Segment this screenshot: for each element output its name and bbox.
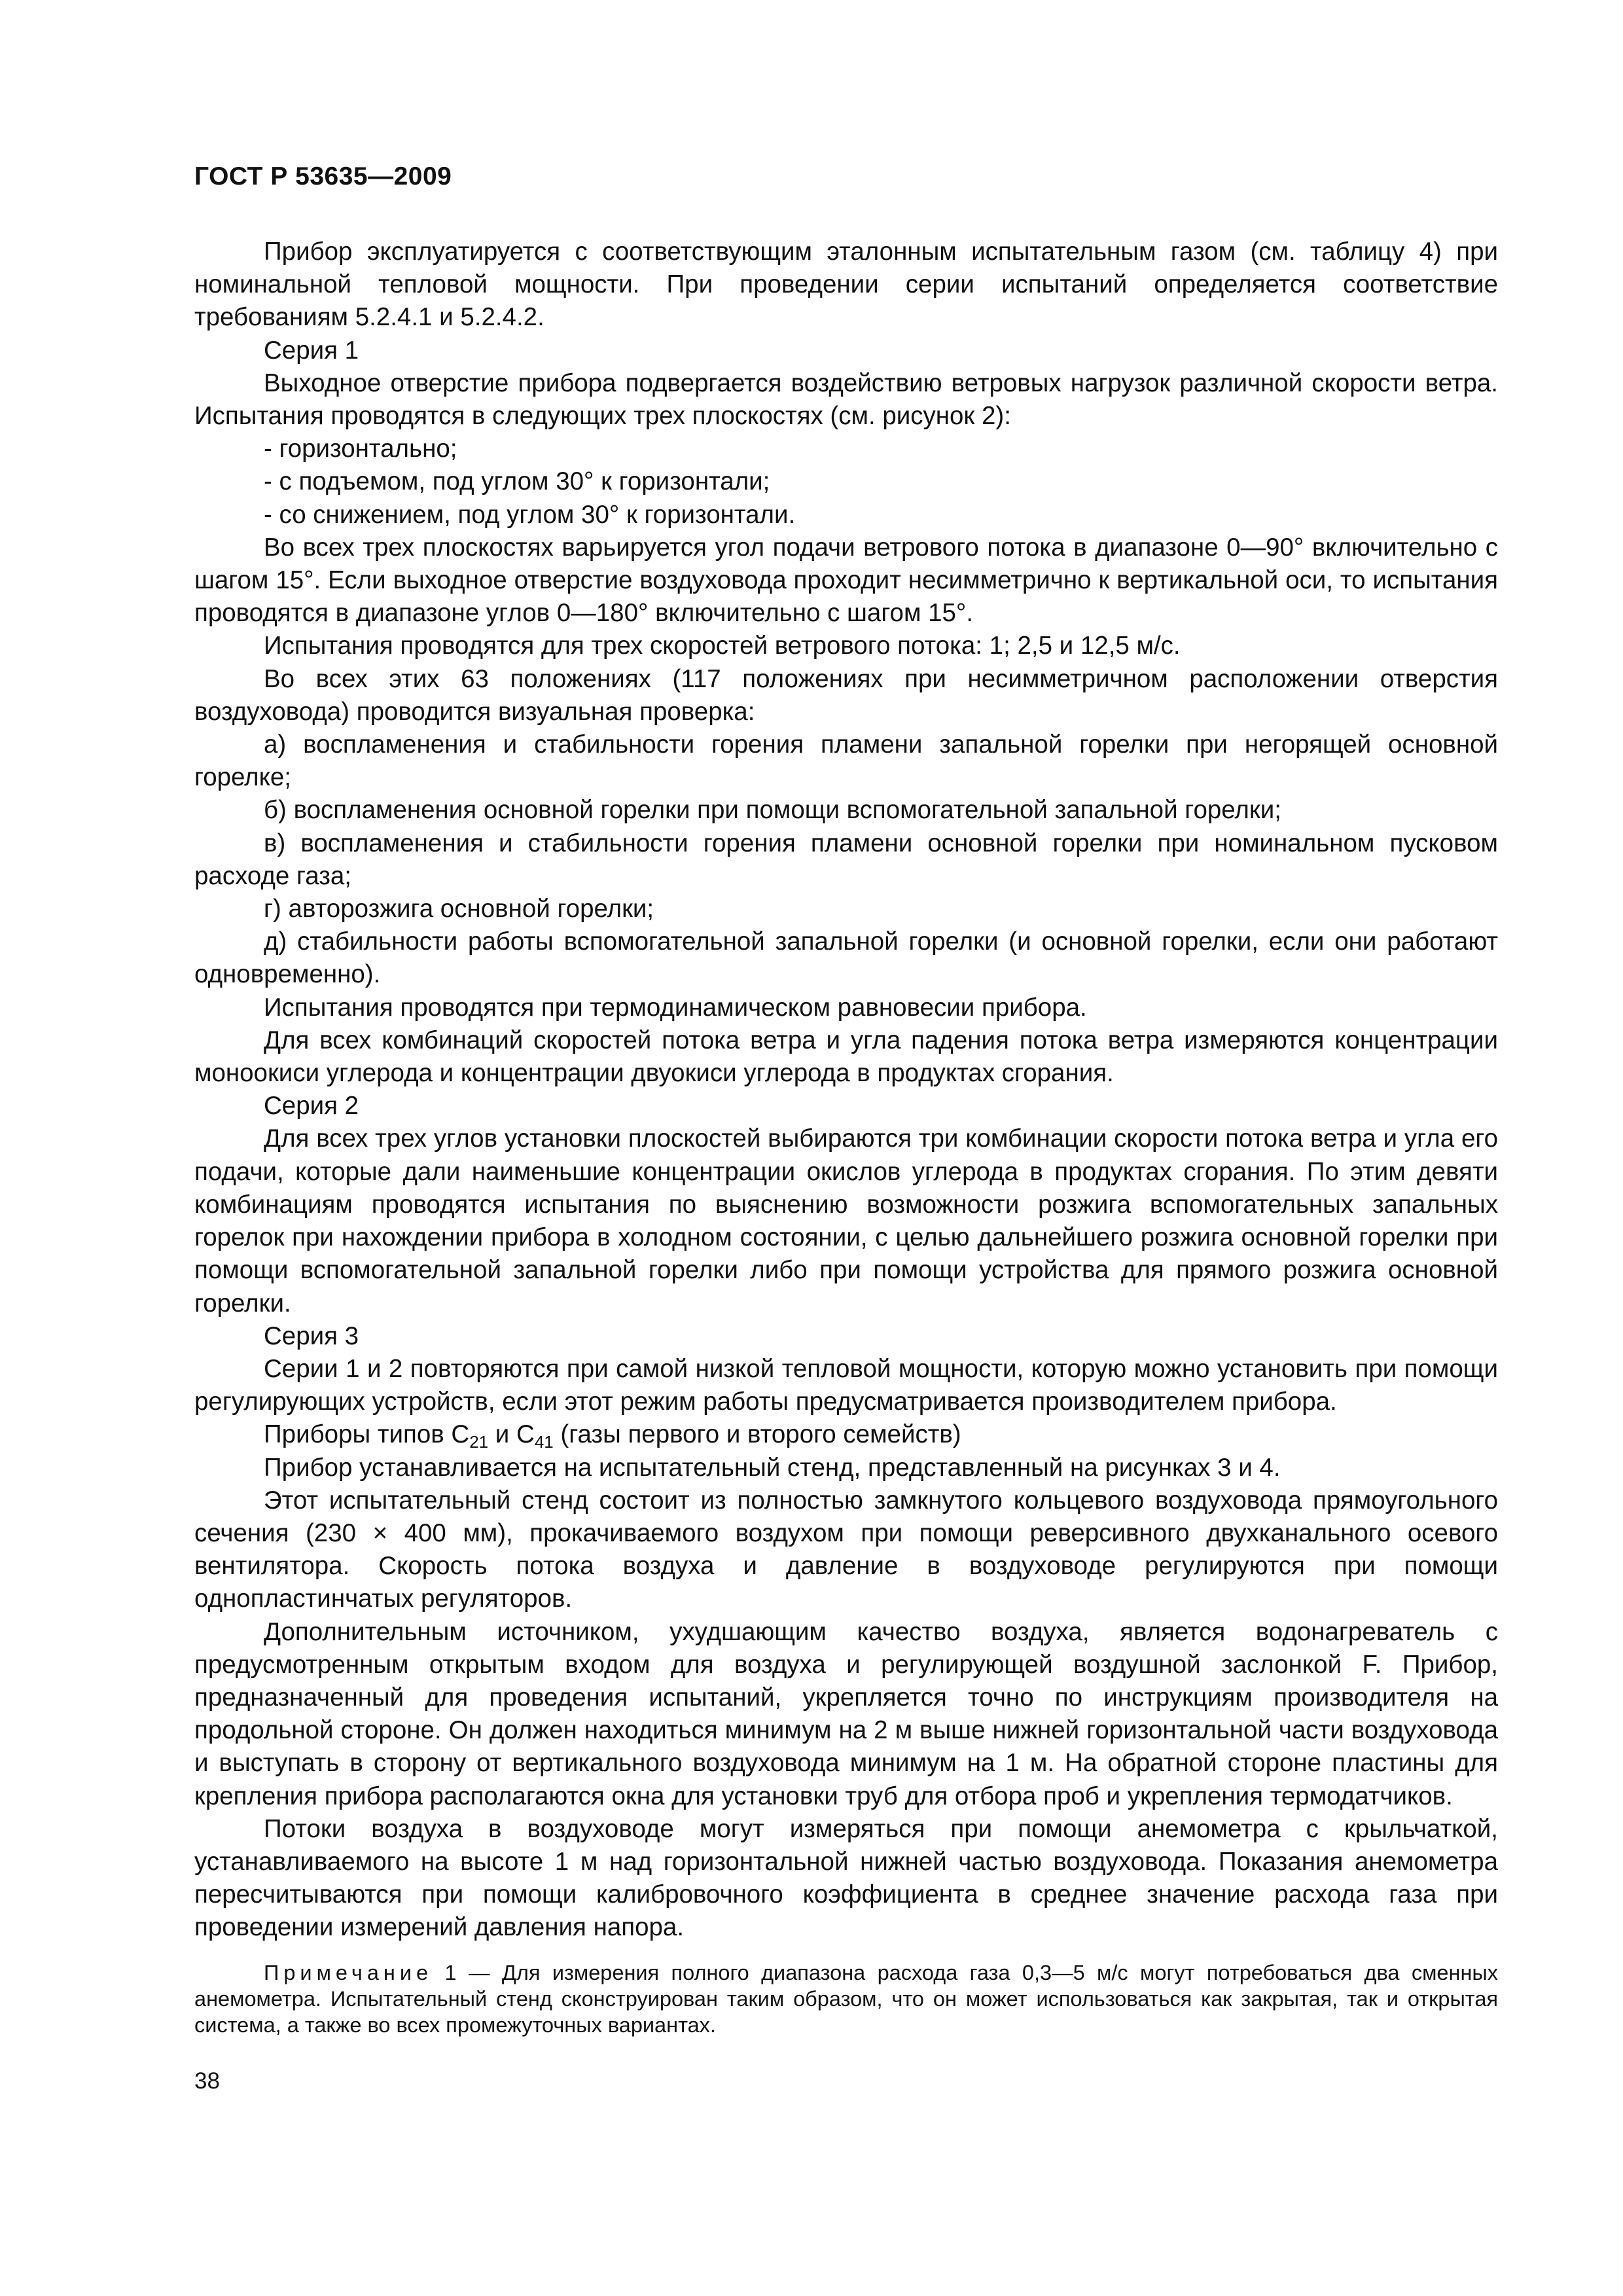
paragraph: Во всех трех плоскостях варьируется угол подачи ветрового потока в диапазоне 0—90° включительно с шагом 15°. Если выходное отверстие воздуховода проходит несимметрично к вертикальной оси, то испытания проводятся в диапазоне углов 0—180° включительно с шагом 15°.: [194, 533, 1498, 628]
series-heading: Серия 1: [264, 336, 359, 365]
body-text: [194, 236, 1498, 1945]
paragraph: Испытания проводятся при термодинамическом равновесии прибора.: [264, 993, 1087, 1022]
paragraph: Испытания проводятся для трех скоростей ветрового потока: 1; 2,5 и 12,5 м/с.: [264, 632, 1181, 660]
paragraph: Прибор устанавливается на испытательный стенд, представленный на рисунках 3 и 4.: [264, 1453, 1281, 1482]
text-fragment: Приборы типов C: [264, 1420, 470, 1449]
paragraph-appliance-types: [194, 1418, 1498, 1451]
list-item: - горизонтально;: [264, 435, 457, 463]
note-text: 1 — Для измерения полного диапазона расхода газа 0,3—5 м/с могут потребоваться два сменных анемометра. Испытательный стенд сконструирован таким образом, что он может использоваться как закрытая, так и открытая система, а также во всех промежуточных вариантах.: [194, 1961, 1498, 2037]
paragraph: Потоки воздуха в воздуховоде могут измеряться при помощи анемометра с крыльчаткой, устанавливаемого на высоте 1 м над горизонтальной нижней частью воздуховода. Показания анемометра пересчитываются при помощи калибровочного коэффициента в среднее значение расхода газа при проведении измерений давления напора.: [194, 1814, 1498, 1942]
subscript: 21: [469, 1432, 489, 1452]
series-heading: Серия 3: [264, 1321, 359, 1350]
paragraph: Серии 1 и 2 повторяются при самой низкой тепловой мощности, которую можно установить при помощи регулирующих устройств, если этот режим работы предусматривается производителем прибора.: [194, 1354, 1498, 1416]
page-number: 38: [194, 2068, 220, 2094]
document-header: ГОСТ Р 53635—2009: [194, 162, 452, 190]
paragraph: Для всех комбинаций скоростей потока ветра и угла падения потока ветра измеряются концентрации моноокиси углерода и концентрации двуокиси углерода в продуктах сгорания.: [194, 1026, 1498, 1088]
paragraph: Дополнительным источником, ухудшающим качество воздуха, является водонагреватель с предусмотренным открытым входом для воздуха и регулирующей воздушной заслонкой F. Прибор, предназначенный для проведения испытаний, укрепляется точно по инструкциям производителя на продольной стороне. Он должен находиться минимум на 2 м выше нижней горизонтальной части воздуховода и выступать в сторону от вертикального воздуховода минимум на 1 м. На обратной стороне пластины для крепления прибора располагаются окна для установки труб для отбора проб и укрепления термодатчиков.: [194, 1617, 1498, 1810]
list-item: д) стабильности работы вспомогательной запальной горелки (и основной горелки, если они работают одновременно).: [194, 927, 1498, 989]
list-item: - со снижением, под углом 30° к горизонтали.: [264, 500, 796, 529]
note: [194, 1960, 1498, 2038]
text-fragment: и C: [488, 1420, 535, 1449]
list-item: - с подъемом, под углом 30° к горизонтали;: [264, 467, 770, 496]
text-fragment: (газы первого и второго семейств): [553, 1420, 961, 1449]
paragraph: Этот испытательный стенд состоит из полностью замкнутого кольцевого воздуховода прямоугольного сечения (230 × 400 мм), прокачиваемого воздухом при помощи реверсивного двухканального осевого вентилятора. Скорость потока воздуха и давление в воздуховоде регулируются при помощи однопластинчатых регуляторов.: [194, 1486, 1498, 1613]
list-item: б) воспламенения основной горелки при помощи вспомогательной запальной горелки;: [264, 796, 1281, 825]
paragraph: Для всех трех углов установки плоскостей выбираются три комбинации скорости потока ветра и угла его подачи, которые дали наименьшие концентрации окислов углерода в продуктах сгорания. По этим девяти комбинациям проводятся испытания по выяснению возможности розжига вспомогательных запальных горелок при нахождении прибора в холодном состоянии, с целью дальнейшего розжига основной горелки при помощи вспомогательной запальной горелки либо при помощи устройства для прямого розжига основной горелки.: [194, 1124, 1498, 1318]
note-label: Примечание: [264, 1961, 433, 1984]
paragraph: Во всех этих 63 положениях (117 положениях при несимметричном расположении отверстия воздуховода) проводится визуальная проверка:: [194, 664, 1498, 726]
series-heading: Серия 2: [264, 1092, 359, 1121]
list-item: а) воспламенения и стабильности горения пламени запальной горелки при негорящей основной горелке;: [194, 730, 1498, 792]
subscript: 41: [534, 1432, 554, 1452]
paragraph: Прибор эксплуатируется с соответствующим эталонным испытательным газом (см. таблицу 4) при номинальной тепловой мощности. При проведении серии испытаний определяется соответствие требованиям 5.2.4.1 и 5.2.4.2.: [194, 238, 1498, 332]
paragraph: Выходное отверстие прибора подвергается воздействию ветровых нагрузок различной скорости ветра. Испытания проводятся в следующих трех плоскостях (см. рисунок 2):: [194, 368, 1498, 431]
list-item: в) воспламенения и стабильности горения пламени основной горелки при номинальном пусковом расходе газа;: [194, 829, 1498, 890]
list-item: г) авторозжига основной горелки;: [264, 895, 654, 924]
